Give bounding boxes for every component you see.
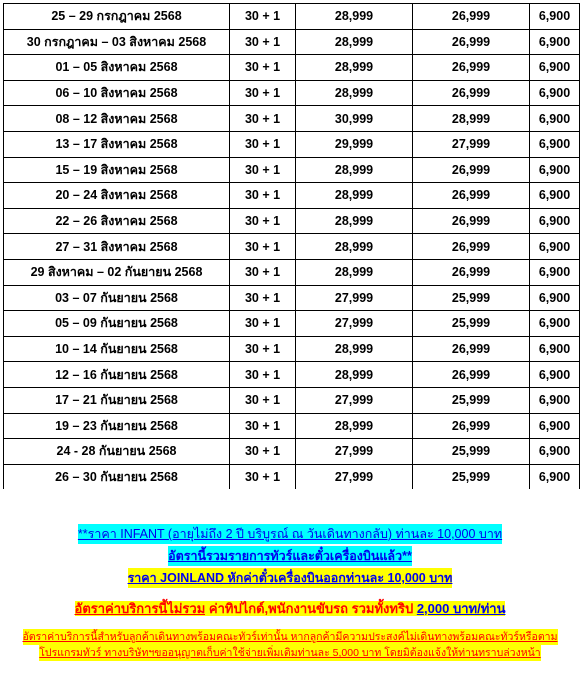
table-row [4,80,580,106]
adult-price-cell: 28,999 [296,183,413,209]
service-exclusion-note [75,598,506,619]
table-row [4,439,580,465]
duration-cell: 30 + 1 [230,387,296,413]
price-table [3,3,580,489]
child-price-cell: 27,999 [413,131,530,157]
service-exclusion-amount: 2,000 บาท/ท่าน [416,601,506,616]
date-cell: 05 – 09 กันยายน 2568 [4,311,230,337]
table-row [4,29,580,55]
duration-cell: 30 + 1 [230,362,296,388]
adult-price-cell: 28,999 [296,208,413,234]
child-price-cell: 26,999 [413,208,530,234]
table-row [4,285,580,311]
table-row [4,157,580,183]
single-supplement-cell: 6,900 [530,55,580,81]
service-exclusion-prefix: อัตราค่าบริการนี้ไม่รวม [74,601,206,616]
date-cell: 29 สิงหาคม – 02 กันยายน 2568 [4,259,230,285]
included-note: อัตรานี้รวมรายการทัวร์และตั๋วเครื่องบินแล้ว** [168,546,412,566]
date-cell: 12 – 16 กันยายน 2568 [4,362,230,388]
date-cell: 20 – 24 สิงหาคม 2568 [4,183,230,209]
table-row [4,131,580,157]
child-price-cell: 26,999 [413,183,530,209]
duration-cell: 30 + 1 [230,336,296,362]
adult-price-cell: 28,999 [296,413,413,439]
single-supplement-cell: 6,900 [530,285,580,311]
duration-cell: 30 + 1 [230,413,296,439]
child-price-cell: 26,999 [413,157,530,183]
child-price-cell: 28,999 [413,106,530,132]
date-cell: 25 – 29 กรกฎาคม 2568 [4,4,230,30]
child-price-cell: 26,999 [413,80,530,106]
table-row [4,464,580,489]
adult-price-cell: 28,999 [296,259,413,285]
adult-price-cell: 28,999 [296,4,413,30]
infant-price-note: **ราคา INFANT (อายุไม่ถึง 2 ปี บริบูรณ์ ณ วันเดินทางกลับ) ท่านละ 10,000 บาท [78,524,502,544]
adult-price-cell: 28,999 [296,55,413,81]
date-cell: 22 – 26 สิงหาคม 2568 [4,208,230,234]
date-cell: 30 กรกฎาคม – 03 สิงหาคม 2568 [4,29,230,55]
adult-price-cell: 28,999 [296,234,413,260]
date-cell: 06 – 10 สิงหาคม 2568 [4,80,230,106]
adult-price-cell: 27,999 [296,285,413,311]
single-supplement-cell: 6,900 [530,131,580,157]
duration-cell: 30 + 1 [230,183,296,209]
table-row [4,183,580,209]
duration-cell: 30 + 1 [230,106,296,132]
table-row [4,387,580,413]
date-cell: 13 – 17 สิงหาคม 2568 [4,131,230,157]
table-row [4,362,580,388]
duration-cell: 30 + 1 [230,285,296,311]
child-price-cell: 26,999 [413,234,530,260]
child-price-cell: 26,999 [413,413,530,439]
child-price-cell: 26,999 [413,259,530,285]
date-cell: 24 - 28 กันยายน 2568 [4,439,230,465]
adult-price-cell: 28,999 [296,362,413,388]
table-row [4,336,580,362]
table-row [4,234,580,260]
condition-note-line1: อัตราค่าบริการนี้สำหรับลูกค้าเดินทางพร้อมคณะทัวร์เท่านั้น หากลูกค้ามีความประสงค์ไม่เดินทางพร้อมคณะทัวร์หรือตาม [22,631,558,643]
date-cell: 10 – 14 กันยายน 2568 [4,336,230,362]
single-supplement-cell: 6,900 [530,157,580,183]
joinland-note: ราคา JOINLAND หักค่าตั๋วเครื่องบินออกท่านละ 10,000 บาท [128,568,453,588]
date-cell: 26 – 30 กันยายน 2568 [4,464,230,489]
child-price-cell: 26,999 [413,29,530,55]
duration-cell: 30 + 1 [230,131,296,157]
child-price-cell: 26,999 [413,55,530,81]
duration-cell: 30 + 1 [230,311,296,337]
single-supplement-cell: 6,900 [530,413,580,439]
adult-price-cell: 28,999 [296,336,413,362]
condition-note-line2: โปรแกรมทัวร์ ทางบริษัทฯขออนุญาตเก็บค่าใช้จ่ายเพิ่มเติมท่านละ 5,000 บาท โดยมิต้องแจ้งให้ท่านทราบล่วงหน้า [39,647,541,659]
child-price-cell: 25,999 [413,464,530,489]
service-exclusion-detail: ค่าทิปไกด์,พนักงานขับรถ รวมทั้งทริป [205,601,417,616]
date-cell: 19 – 23 กันยายน 2568 [4,413,230,439]
date-cell: 27 – 31 สิงหาคม 2568 [4,234,230,260]
child-price-cell: 26,999 [413,362,530,388]
table-row [4,259,580,285]
child-price-cell: 26,999 [413,4,530,30]
single-supplement-cell: 6,900 [530,387,580,413]
single-supplement-cell: 6,900 [530,234,580,260]
date-cell: 01 – 05 สิงหาคม 2568 [4,55,230,81]
date-cell: 17 – 21 กันยายน 2568 [4,387,230,413]
adult-price-cell: 28,999 [296,29,413,55]
child-price-cell: 25,999 [413,285,530,311]
duration-cell: 30 + 1 [230,208,296,234]
duration-cell: 30 + 1 [230,80,296,106]
single-supplement-cell: 6,900 [530,4,580,30]
table-row [4,55,580,81]
adult-price-cell: 30,999 [296,106,413,132]
adult-price-cell: 27,999 [296,387,413,413]
table-row [4,208,580,234]
single-supplement-cell: 6,900 [530,311,580,337]
duration-cell: 30 + 1 [230,234,296,260]
duration-cell: 30 + 1 [230,4,296,30]
date-cell: 15 – 19 สิงหาคม 2568 [4,157,230,183]
single-supplement-cell: 6,900 [530,362,580,388]
single-supplement-cell: 6,900 [530,439,580,465]
date-cell: 08 – 12 สิงหาคม 2568 [4,106,230,132]
single-supplement-cell: 6,900 [530,29,580,55]
single-supplement-cell: 6,900 [530,464,580,489]
table-row [4,4,580,30]
date-cell: 03 – 07 กันยายน 2568 [4,285,230,311]
single-supplement-cell: 6,900 [530,208,580,234]
single-supplement-cell: 6,900 [530,336,580,362]
child-price-cell: 25,999 [413,387,530,413]
adult-price-cell: 27,999 [296,464,413,489]
single-supplement-cell: 6,900 [530,80,580,106]
child-price-cell: 25,999 [413,311,530,337]
single-supplement-cell: 6,900 [530,259,580,285]
adult-price-cell: 29,999 [296,131,413,157]
adult-price-cell: 28,999 [296,80,413,106]
duration-cell: 30 + 1 [230,259,296,285]
table-row [4,311,580,337]
duration-cell: 30 + 1 [230,29,296,55]
duration-cell: 30 + 1 [230,439,296,465]
duration-cell: 30 + 1 [230,464,296,489]
duration-cell: 30 + 1 [230,157,296,183]
notes-section [0,516,580,661]
single-supplement-cell: 6,900 [530,106,580,132]
table-row [4,413,580,439]
adult-price-cell: 27,999 [296,439,413,465]
duration-cell: 30 + 1 [230,55,296,81]
table-row [4,106,580,132]
single-supplement-cell: 6,900 [530,183,580,209]
child-price-cell: 26,999 [413,336,530,362]
adult-price-cell: 27,999 [296,311,413,337]
child-price-cell: 25,999 [413,439,530,465]
adult-price-cell: 28,999 [296,157,413,183]
